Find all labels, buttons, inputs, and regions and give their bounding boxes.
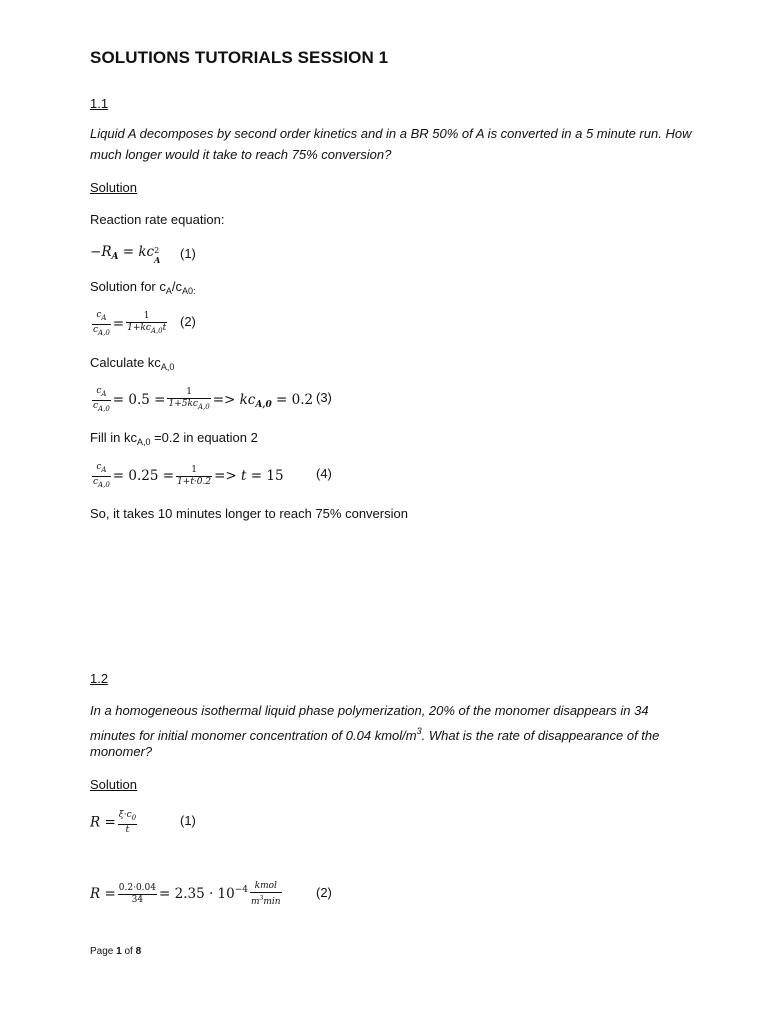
equation-number: (2)	[316, 885, 332, 900]
problem-statement-line: minutes for initial monomer concentration of 0.04 kmol/$m^3$. What is the rate of disappearance of the	[90, 726, 660, 743]
rate-equation-label: Reaction rate equation:	[90, 212, 225, 227]
problem-statement-line: monomer?	[90, 744, 153, 759]
section-heading-1-2: 1.2	[90, 671, 109, 686]
equation-number: (4)	[316, 466, 332, 481]
page-footer: Page 1 of 8	[90, 946, 142, 957]
equation-number: (3)	[316, 390, 332, 405]
solve-for-label: Solution for $c_A/c_{A0:}$	[90, 279, 196, 296]
calculate-label: Calculate $kc_{A,0}$	[90, 355, 175, 372]
equation-1-3: $\frac{c_A}{c_{A,0}}$ = 0.5 = $\frac{1}{1+5kc_{A,0}}$ => $kc_{A,0} = 0.2$	[93, 386, 314, 413]
section-heading-1-1: 1.1	[90, 96, 109, 111]
equation-2-1: R = $\frac{\xi\cdot c_0}{t}$	[90, 810, 137, 835]
equation-2-2: R = $\frac{0.2\cdot 0.04}{34}$ = $2.35 \cdot 10^{-4}$ $\frac{\text{kmol}}{m^3\min}$	[90, 881, 281, 907]
problem-statement-line: In a homogeneous isothermal liquid phase polymerization, 20% of the monomer disappears in 34	[90, 703, 649, 718]
equation-number: (2)	[180, 314, 196, 329]
fill-in-label: Fill in $kc_{A,0} =0.2$ in equation 2	[90, 430, 258, 447]
problem-statement-line: much longer would it take to reach 75% conversion?	[90, 147, 392, 162]
problem-statement-line: Liquid A decomposes by second order kinetics and in a BR 50% of A is converted in a 5 minute run. How	[90, 126, 692, 141]
equation-number: (1)	[180, 246, 196, 261]
solution-label: Solution	[90, 180, 137, 195]
conclusion-text: So, it takes 10 minutes longer to reach 75% conversion	[90, 506, 408, 521]
equation-1-1: $-R_A$ = kc 2 A	[90, 244, 161, 265]
equation-1-2: $\frac{c_A}{c_{A,0}}$ = $\frac{1}{1+kc_{A,0}t}$	[93, 310, 167, 337]
solution-label: Solution	[90, 777, 137, 792]
equation-number: (1)	[180, 813, 196, 828]
page-title: SOLUTIONS TUTORIALS SESSION 1	[90, 48, 389, 67]
equation-1-4: $\frac{c_A}{c_{A,0}}$ = 0.25 = $\frac{1}{1+t\cdot 0.2}$ => t = 15	[93, 462, 284, 489]
